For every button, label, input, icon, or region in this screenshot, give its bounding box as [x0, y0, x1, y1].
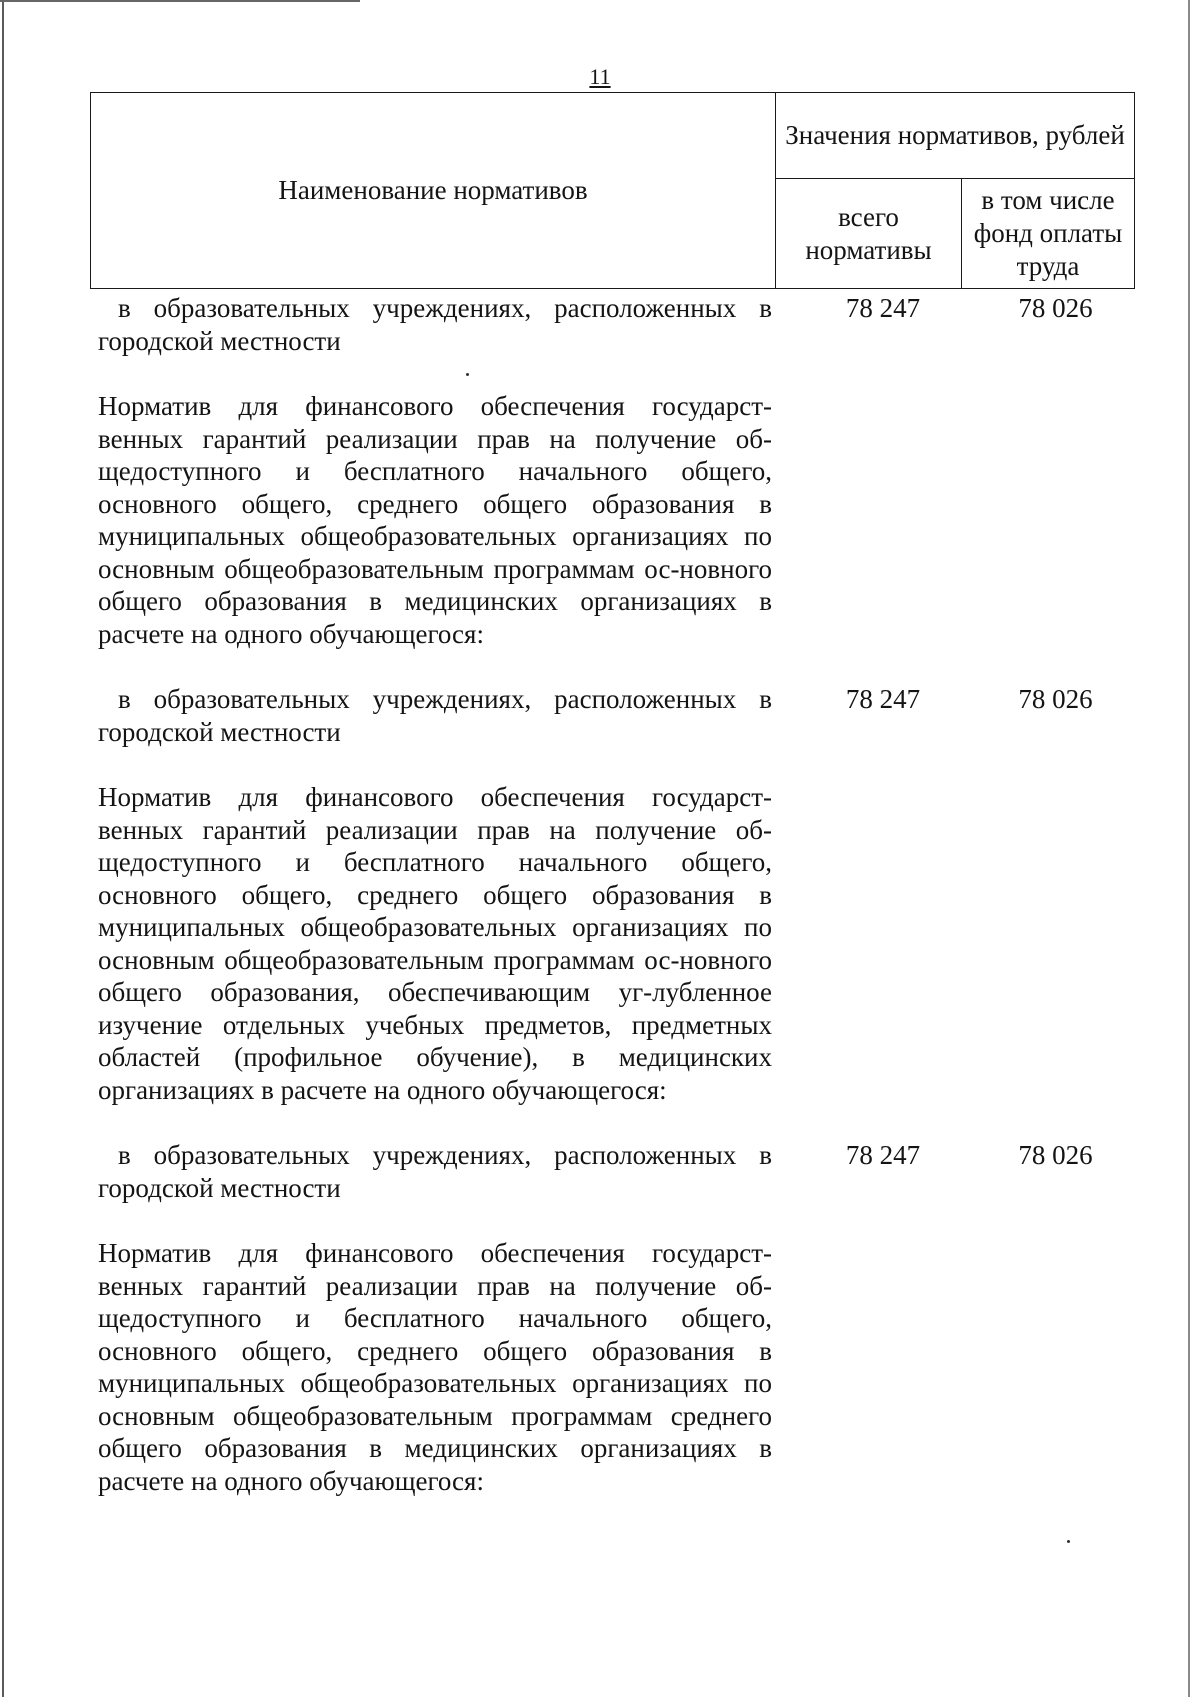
row-name: в образовательных учреждениях, расположенных в городской местности [98, 684, 772, 747]
row-name: в образовательных учреждениях, расположенных в городской местности [98, 1140, 772, 1203]
row-wage-fund: 78 026 [1018, 684, 1093, 714]
row-wage-fund: 78 026 [1018, 1140, 1093, 1170]
row-name: Норматив для финансового обеспечения государст-венных гарантий реализации прав на получение об-щедоступного и бесплатного начального общего, основного общего, среднего общего образования в муниципальных общеобразовательных организациях по основным общеобразовательным программам ос-новного общего образования, обеспечивающим уг-лубленное изучение отдельных учебных предметов, предметных областей (профильное обучение), в медицинских организациях в расчете на одного обучающегося: [98, 782, 772, 1105]
table-body [98, 292, 1138, 1497]
scan-speck [1067, 1540, 1070, 1543]
header-total-cell [776, 179, 962, 289]
row-name: в образовательных учреждениях, расположенных в городской местности [98, 293, 772, 356]
header-values-group-cell [776, 93, 1135, 179]
page-number: 11 [589, 64, 611, 89]
header-name-cell [91, 93, 776, 289]
row-name: Норматив для финансового обеспечения государст-венных гарантий реализации прав на получение об-щедоступного и бесплатного начального общего, основного общего, среднего общего образования в муниципальных общеобразовательных организациях по основным общеобразовательным программам среднего общего образования в медицинских организациях в расчете на одного обучающегося: [98, 1238, 772, 1496]
header-wage-fund: в том числе фонд оплаты труда [973, 185, 1123, 281]
header-name: Наименование нормативов [278, 175, 588, 205]
row-total: 78 247 [845, 293, 921, 323]
scan-speck [466, 373, 469, 376]
table-row [98, 1139, 1138, 1204]
table-row [98, 1237, 1138, 1497]
table-row [98, 683, 1138, 748]
table-row [98, 390, 1138, 650]
row-total: 78 247 [845, 1140, 921, 1170]
row-total: 78 247 [845, 684, 921, 714]
scan-edge-top [0, 0, 360, 2]
header-values-group: Значения нормативов, рублей [785, 120, 1125, 150]
row-name: Норматив для финансового обеспечения государст-венных гарантий реализации прав на получение об-щедоступного и бесплатного начального общего, основного общего, среднего общего образования в муниципальных общеобразовательных организациях по основным общеобразовательным программам ос-новного общего образования в медицинских организациях в расчете на одного обучающегося: [98, 391, 772, 649]
scan-edge-left [2, 0, 4, 1697]
header-wage-fund-cell [962, 179, 1135, 289]
table-row [98, 781, 1138, 1106]
table-header [90, 92, 1135, 289]
table-row [98, 292, 1138, 357]
row-wage-fund: 78 026 [1018, 293, 1093, 323]
scan-edge-right [1188, 0, 1190, 1697]
header-total: всего нормативы [805, 201, 932, 265]
